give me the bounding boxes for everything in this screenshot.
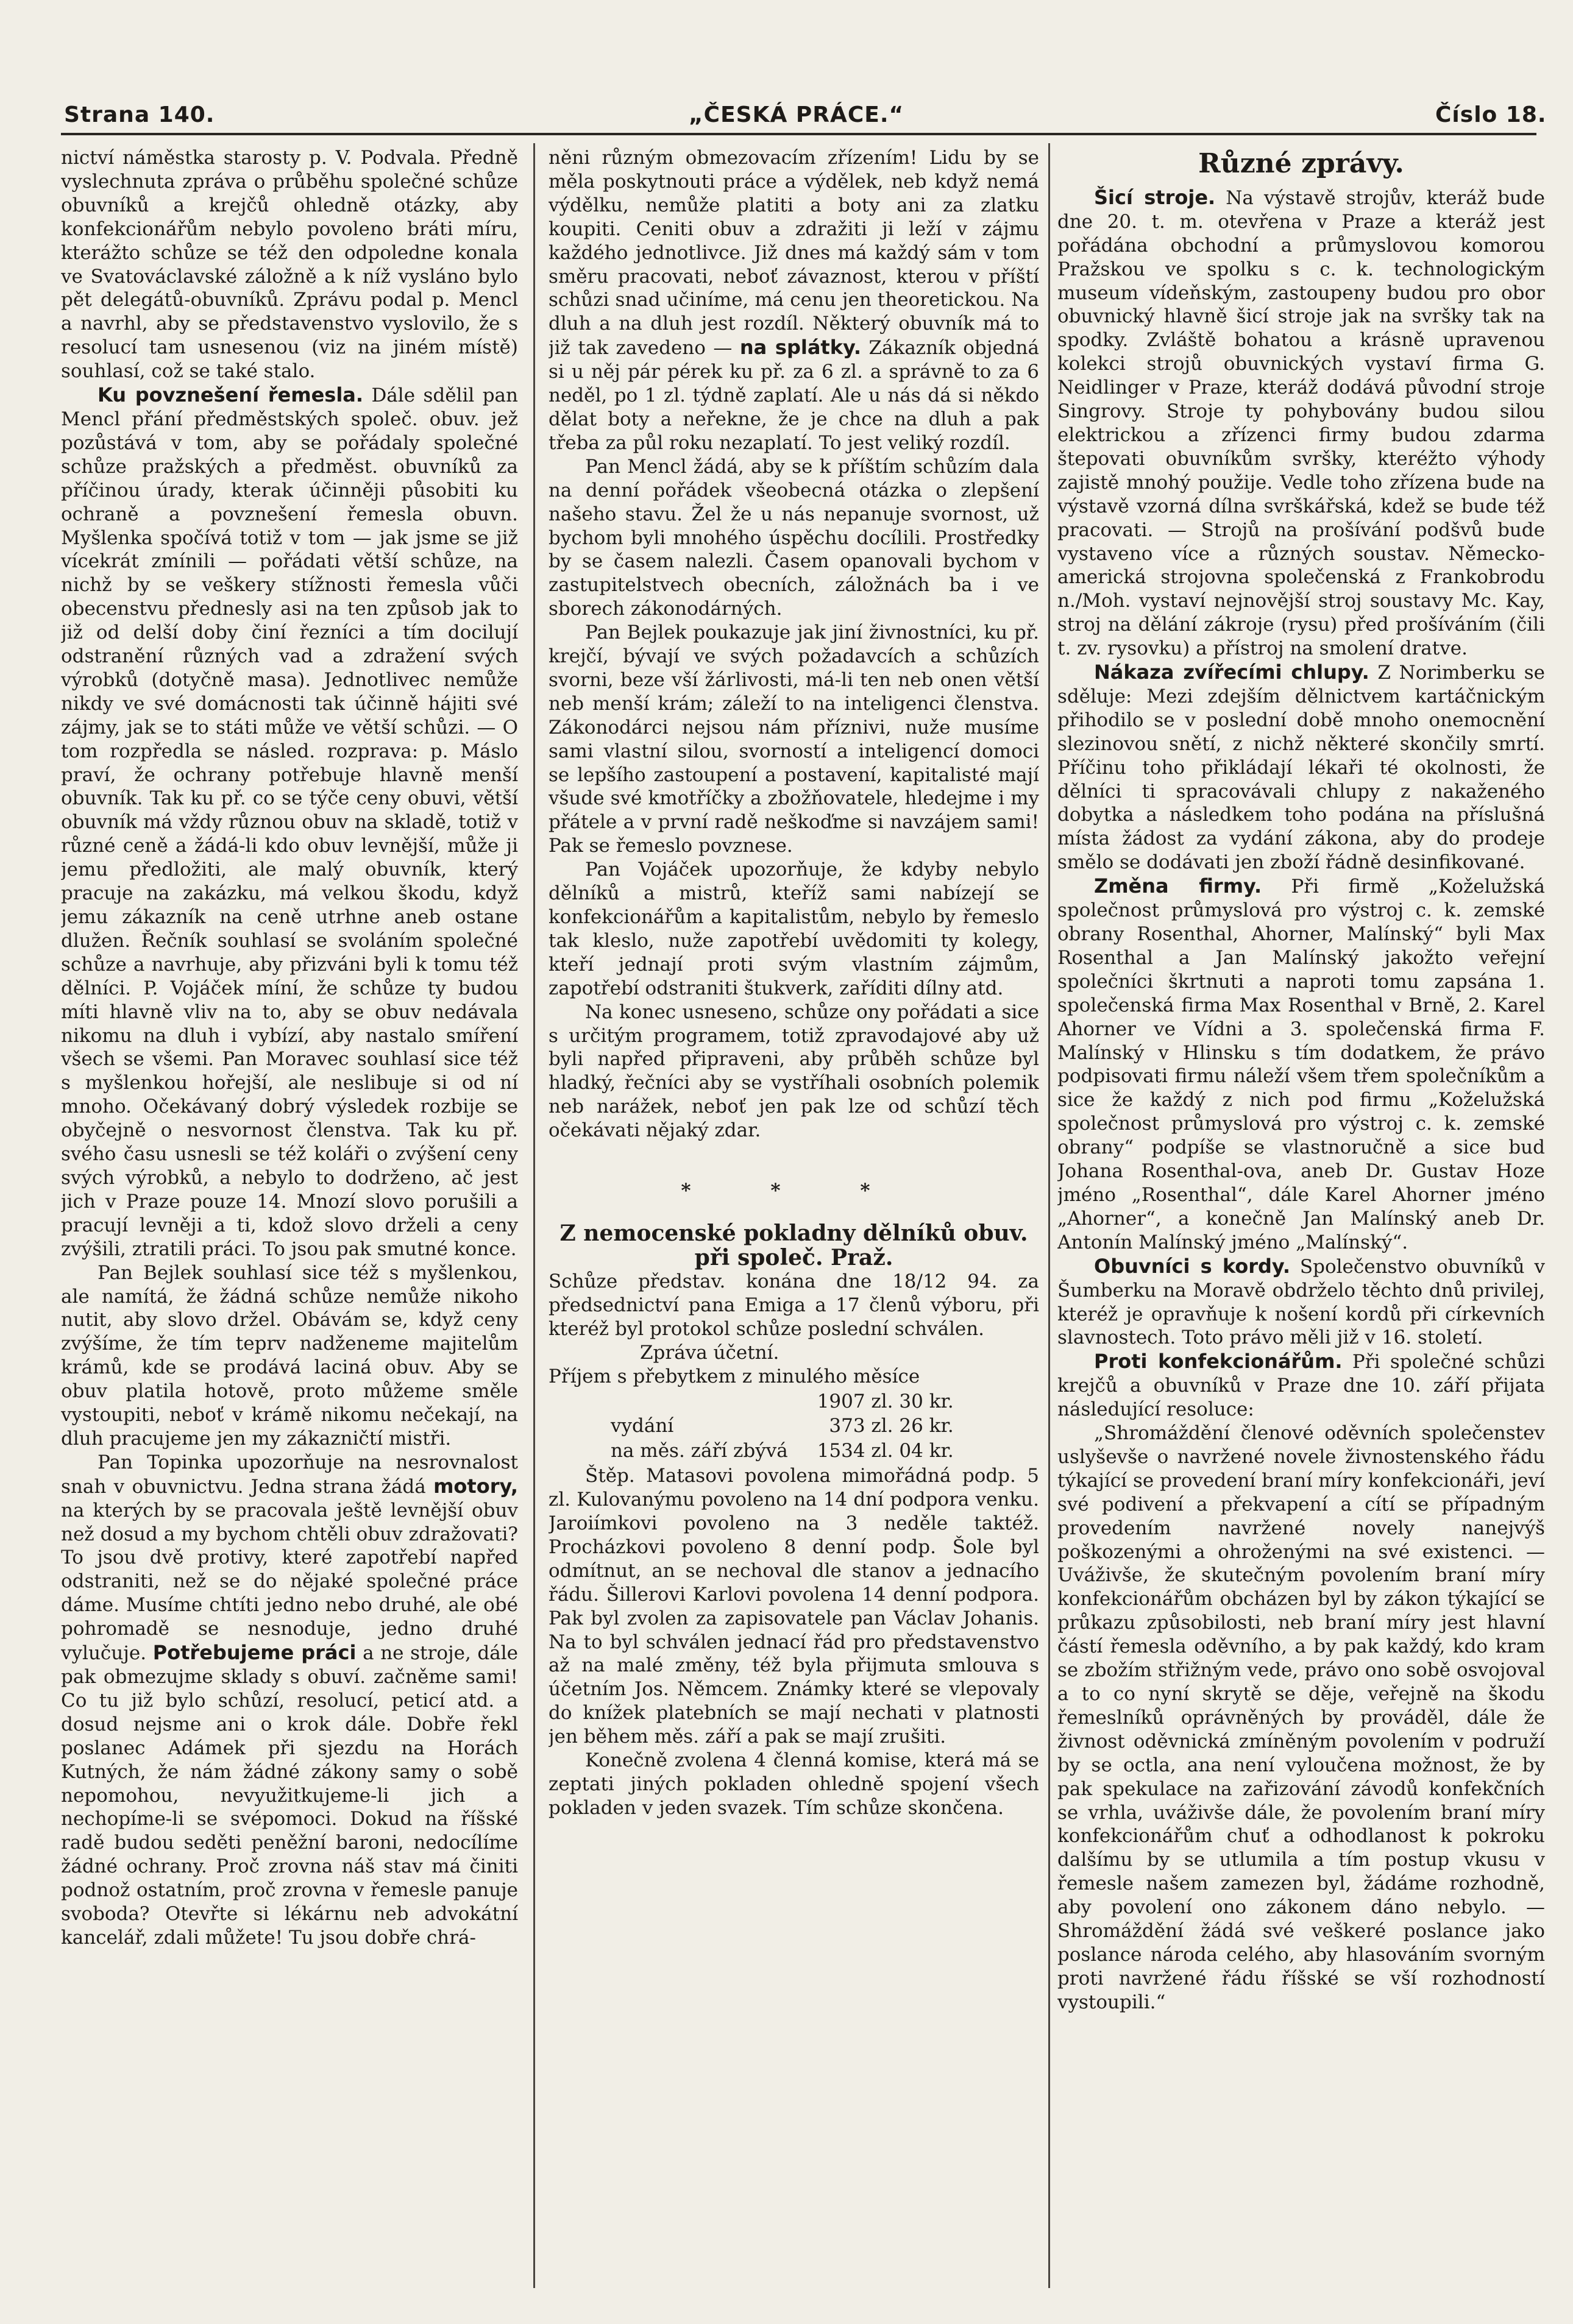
paragraph-text: Při společné schůzi krejčů a obuvníků v Praze dne 10. září přijata následující resoluce: — [1057, 1351, 1545, 1421]
table-cell: 373 zl. 26 kr. — [829, 1415, 954, 1437]
section-heading: Nákaza zvířecími chlupy. — [1094, 661, 1369, 684]
paragraph: Schůze představ. konána dne 18/12 94. za předsednictví pana Emiga a 17 členů výboru, při kteréž byl protokol schůze poslední schválen. — [549, 1270, 1039, 1340]
section-title: Různé zprávy. — [1198, 148, 1404, 179]
masthead-title: „ČESKÁ PRÁCE.“ — [689, 102, 904, 127]
subheading: Zpráva účetní. — [640, 1341, 779, 1364]
paragraph — [1057, 1255, 1545, 1350]
paragraph: Konečně zvolena 4 členná komise, která má se zeptati jiných pokladen ohledně spojení všech pokladen v jeden svazek. Tím schůze skončena. — [549, 1749, 1039, 1819]
column-3 — [1057, 146, 1545, 2297]
table-cell: na měs. září zbývá — [611, 1440, 788, 1462]
paragraph: Pan Vojáček upozorňuje, že kdyby nebylo dělníků a mistrů, kteříž sami nabízejí se konfekcionářům a kapitalistům, nebylo by řemeslo tak kleslo, nuže zapotřebí uvědomiti ty kolegy, kteří jednají proti svým vlastním zájmům, zapotřebí odstraniti štukverk, zaříditi dílny atd. — [549, 859, 1039, 999]
paragraph-text: něni různým obmezovacím zřízením! Lidu by se měla poskytnouti práce a výdělek, neb když nemá výdělku, nemůže platiti a boty ani za zlatku koupiti. Ceniti obuv a zdražiti ji leží v zájmu každého jednotlivce. Již dnes má každý sám v tom směru pracovati, neboť závaznost, kterou v příští schůzi snad učiníme, má cenu jen theoretickou. Na dluh a na dluh jest rozdíl. Některý obuvník má to již tak zavedeno — — [549, 147, 1039, 360]
paragraph: Štěp. Matasovi povolena mimořádná podp. 5 zl. Kulovanýmu povoleno na 14 dní podpora venku. Jaroiímkovi povoleno na 3 neděle taktéž. Procházkovi povoleno 8 denní podp. Šole byl odmítnut, an se nechoval dle stanov a jednacího řádu. Šillerovi Karlovi povolena 14 denní podpora. Pak byl zvolen za zapisovatele pan Václav Johanis. Na to byl schválen jednací řád pro představenstvo až na malé změny, též byla přijmuta smlouva s účetním Jos. Němcem. Známky které se vlepovaly do knížek platebních se mají nechati v platnosti jen během měs. září a pak se mají zrušiti. — [549, 1465, 1039, 1748]
table-cell: 1534 zl. 04 kr. — [817, 1440, 954, 1462]
section-heading: Změna firmy. — [1094, 874, 1262, 898]
paragraph — [61, 1451, 518, 1950]
table-cell — [611, 1390, 794, 1414]
paragraph: „Shromáždění členové oděvních společenstev uslyševše o navržené novele živnostenského řádu týkající se provedení braní míry konfekcionáři, jeví své podivení a překvapení a cítí se případným provedením navržené novely nanejvýš poškozenými a ohroženými na své existenci. — Uváživše, že skutečným povolením braní míry konfekcionářům obcházen byl by zákon týkající se průkazu způsobilosti, neb braní míry jest hlavní částí řemesla oděvního, a by pak každý, kdo kram se zbožím střižným vede, právo ono sobě osvojoval a to co nyní skrytě se děje, veřejně na škodu řemeslníků oprávněných by prováděl, dále že živnost oděvnická zmíněným povolením v podruží by se octla, ana není vyloučena možnost, že by pak spekulace na zařizování závodů konfekčních se vrhla, uváživše dále, že povolením braní míry konfekcionářům chuť a odhodlanost k pokroku dalšímu by se utlumila a tím postup vkusu v řemesle našem zamezen byl, žádáme rozhodně, aby povolení ono zákonem dáno nebylo. — Shromáždění žádá své veškeré poslance jako poslance národa celého, aby hlasováním svorným proti navržené řádu říšské se vší rozhodností vystoupili.“ — [1057, 1422, 1545, 2013]
header-rule — [61, 133, 1536, 135]
section-heading: Ku povznešení řemesla. — [98, 383, 364, 407]
section-separator: * * * — [681, 1180, 907, 1202]
paragraph — [1057, 1350, 1545, 1422]
table-cell: 1907 zl. 30 kr. — [817, 1390, 954, 1412]
paragraph: nictví náměstka starosty p. V. Podvala. Předně vyslechnuta zpráva o průběhu společné schůze obuvníků a krejčů ohledně otázky, aby konfekcionářům nebylo povoleno bráti míru, kterážto schůze se též den odpoledne konala ve Svatováclavské záložně a k níž vysláno bylo pět delegátů-obuvníků. Zprávu podal p. Mencl a navrhl, aby se představenstvo vyslovilo, že s resolucí tam usnesenou (viz na jiném místě) souhlasí, což se také stalo. — [61, 147, 518, 383]
section-heading: Proti konfekcionářům. — [1094, 1350, 1343, 1373]
table-row — [611, 1439, 960, 1463]
paragraph — [61, 383, 518, 1261]
issue-number: Číslo 18. — [1435, 102, 1547, 127]
paragraph-text: na kterých by se pracovala ještě levnější obuv než dosud a my bychom chtěli obuv zdražovati? To jsou dvě protivy, které zapotřebí napřed odstraniti, než se do nějaké společné práce dáme. Musíme chtíti jedno nebo druhé, ale obé pohromadě se nesnoduje, jedno druhé vylučuje. — [61, 1499, 518, 1665]
paragraph: Pan Bejlek souhlasí sice též s myšlenkou, ale namítá, že žádná schůze nemůže nikoho nutit, aby slovo držel. Obávám se, když ceny zvýšíme, že tím teprv nadženeme majitelům krámů, kde se prodává laciná obuv. Aby se obuv platila hotově, proto můžeme směle vystoupiti, neboť v krámě nikomu nečekají, na dluh pracujeme jen my zákazničtí mistři. — [61, 1261, 518, 1450]
table-row — [611, 1390, 960, 1414]
page-number: Strana 140. — [64, 102, 215, 127]
paragraph — [549, 146, 1039, 455]
paragraph: Pan Mencl žádá, aby se k příštím schůzím dala na denní pořádek všeobecná otázka o zlepšení našeho stavu. Žel že u nás nepanuje svornost, už bychom byli mnohého úspěchu docílili. Prostředky by se časem nalezli. Časem opanovali bychom v zastupitelstvech obecních, záložnách ba i ve sborech zákonodárných. — [549, 455, 1039, 620]
emphasis: motory, — [433, 1474, 518, 1498]
column-1 — [61, 146, 518, 2297]
paragraph-text: Dále sdělil pan Mencl přání předměstských společ. obuv. jež pozůstává v tom, aby se pořádaly společné schůze pražských a předměst. obuvníků za příčinou úrady, kterak účinněji působiti ku ochraně a povznešení řemesla obuvn. Myšlenka spočívá totiž v tom — jak jsme se již vícekrát zmínili — pořádati větší schůze, na nichž by se veškery stížnosti řemesla vůči obecenstvu přednesly asi na ten způsob jak to již od delší doby činí řezníci a tím docilují odstranění různých vad a zdražení svých výrobků (dotyčně masa). Jednotlivec nemůže nikdy ve své domácnosti tak účinně hájiti své zájmy, jak se to státi může ve větší schůzi. — O tom rozpředla se násled. rozprava: p. Máslo praví, že ochrany potřebuje hlavně menší obuvník. Tak ku př. co se týče ceny obuvi, větší obuvník má vždy různou obuv na skladě, totiž v různé ceně a žádá-li kdo obuv levnější, může ji jemu předložiti, ale malý obuvník, který pracuje na zakázku, má velkou škodu, když jemu zákazník na ceně utrhne aneb ostane dlužen. Řečník souhlasí se svoláním společné schůze a navrhuje, aby přizváni byli k tomu též dělníci. P. Vojáček míní, že schůze ty budou míti hlavně vliv na to, aby se obuv nedávala nikomu na dluh i vybízí, aby nastalo smíření všech se všemi. Pan Moravec souhlasí sice též s myšlenkou hořejší, ale neslibuje si od ní mnoho. Očekávaný dobrý výsledek rozbije se obyčejně o nesvornost členstva. Tak ku př. svého času usnesli se též koláři o zvýšení ceny svých výrobků, a nebylo to dodrženo, ač jest jich v Praze pouze 14. Mnozí slovo porušili a pracují levněji a ti, kdož slovo drželi a ceny zvýšili, ztratili práci. To jsou pak smutné konce. — [61, 384, 518, 1260]
table-cell: vydání — [611, 1415, 674, 1437]
section-heading: Šicí stroje. — [1094, 185, 1216, 209]
column-divider — [1048, 143, 1050, 2288]
emphasis: na splátky. — [739, 336, 862, 360]
paragraph-text: Zákazník objedná si u něj pár pérek ku př. za 6 zl. a správně to za 6 neděl, po 1 zl. týdně zaplatí. Ale u nás dá si někdo dělat boty a neřekne, že je chce na dluh a pak třeba za půl roku nezaplatí. To jest veliký rozdíl. — [549, 337, 1039, 454]
column-2 — [549, 146, 1039, 2297]
emphasis: Potřebujeme práci — [152, 1641, 357, 1665]
paragraph: Na konec usneseno, schůze ony pořádati a sice s určitým programem, totiž zpravodajové aby už byli napřed připraveni, aby průběh schůze byl hladký, řečníci aby se vystříhali osobních polemik neb narážek, neboť jen pak lze od schůzí těch očekávati nějaký zdar. — [549, 1001, 1039, 1142]
paragraph — [1057, 874, 1545, 1255]
paragraph: Pan Bejlek poukazuje jak jiní živnostníci, ku př. krejčí, bývají ve svých požadavcích a schůzích svorni, beze vší žárlivosti, má-li ten neb onen větší neb menší krám; záleží to na inteligenci členstva. Zákonodárci nejsou nám příznivi, nuže musíme sami vlastní silou, svorností a inteligencí domoci se lepšího zastoupení a postavení, kapitalisté mají všude své kmotříčky a zbožňovatele, hledejme i my přátele a v první radě neškoďme si navzájem sami! Pak se řemeslo povznese. — [549, 622, 1039, 857]
column-divider — [533, 143, 535, 2288]
paragraph-text: Při firmě „Koželužská společnost průmyslová pro výstroj c. k. zemské obrany Rosenthal, Ahorner, Malínský“ byli Max Rosenthal a Jan Malínský jakožto veřejní společníci škrtnuti a naproti tomu zapsána 1. společenská firma Max Rosenthal v Brně, 2. Karel Ahorner ve Vídni a 3. společenská firma F. Malínský v Hlinsku s tím dodatkem, že právo podpisovati firmu náleží všem třem společníkům a sice že každý z nich pod firmu „Koželužská společnost průmyslová pro výstroj c. k. zemské obrany“ podpíše se vlastnoručně a sice bud Johana Rosenthal-ova, aneb Dr. Gustav Hoze jméno „Rosenthal“, dále Karel Ahorner jméno „Ahorner“, a konečně Jan Malínský aneb Dr. Antonín Malínský jméno „Malínský“. — [1057, 876, 1545, 1253]
paragraph: Příjem s přebytkem z minulého měsíce — [549, 1365, 920, 1387]
section-heading: Z nemocenské pokladny dělníků obuv. při společ. Praž. — [559, 1220, 1028, 1270]
paragraph — [1057, 661, 1545, 874]
paragraph-text: Pan Topinka upozorňuje na nesrovnalost snah v obuvnictvu. Jedna strana žádá — [61, 1451, 518, 1498]
paragraph-text: Společenstvo obuvníků v Šumberku na Moravě obdrželo těchto dnů privilej, kteréž je opravňuje k nošení kordů při církevních slavnostech. Toto právo měli již v 16. století. — [1057, 1255, 1545, 1349]
paragraph-text: Na výstavě strojův, kteráž bude dne 20. t. m. otevřena v Praze a kteráž jest pořádána obchodní a průmyslovou komorou Pražskou ve spolku s c. k. technologickým museum vídeňským, zastoupeny budou pro obor obuvnický hlavně šicí stroje jak na svršky tak na spodky. Zvláště bohatou a krásně upravenou kolekci strojů obuvnických vystaví firma G. Neidlinger v Praze, kteráž dodává původní stroje Singrovy. Stroje ty pohybovány budou silou elektrickou a zřízenci firmy budou zdarma štepovati obuvníkům svršky, kteréžto výhody zajistě mnohý použije. Vedle toho zřízena bude na výstavě vzorná dílna svrškářská, kdež se bude též pracovati. — Strojů na prošívání podšvů bude vystaveno více a různých soustav. Německo-americká strojovna společenská z Frankobrodu n./Moh. vystaví nejnovější stroj soustavy Mc. Kay, stroj na dělání zákroje (rysu) před prošíváním (čili t. zv. rysovku) a přístroj na smolení dratve. — [1057, 186, 1545, 660]
paragraph-text: Z Norimberku se sděluje: Mezi zdejším dělnictvem kartáčnickým přihodilo se v poslední době mnoho onemocnění slezinovou snětí, z nichž některé skončily smrtí. Příčinu toho přikládají lékaři té okolnosti, že dělníci ti spracovávali chlupy z nakaženého dobytka a následkem toho podána na příslušná místa žádost za vydání zákona, aby do prodeje smělo se dodávati jen zboží řádně desinfikované. — [1057, 662, 1545, 874]
table-row — [611, 1414, 960, 1438]
section-heading: Obuvníci s kordy. — [1094, 1254, 1290, 1278]
paragraph — [1057, 186, 1545, 661]
accounts-table — [609, 1389, 961, 1465]
paragraph-text: a ne stroje, dále pak obmezujme sklady s obuví. začněme sami! Co tu již bylo schůzí, resolucí, peticí atd. a dosud nejsme ani o krok dále. Dobře řekl poslanec Adámek při sjezdu na Horách Kutných, že nám žádné zákony samy o sobě nepomohou, nevyužitkujeme-li jich a nechopíme-li se svépomoci. Dokud na říšské radě budou seděti peněžní baroni, nedocílíme žádné ochrany. Proč zrovna náš stav má činiti podnož ostatním, proč zrovna v řemesle panuje svoboda? Otevřte si lékárnu neb advokátní kancelář, zdali můžete! Tu jsou dobře chrá- — [61, 1642, 518, 1949]
